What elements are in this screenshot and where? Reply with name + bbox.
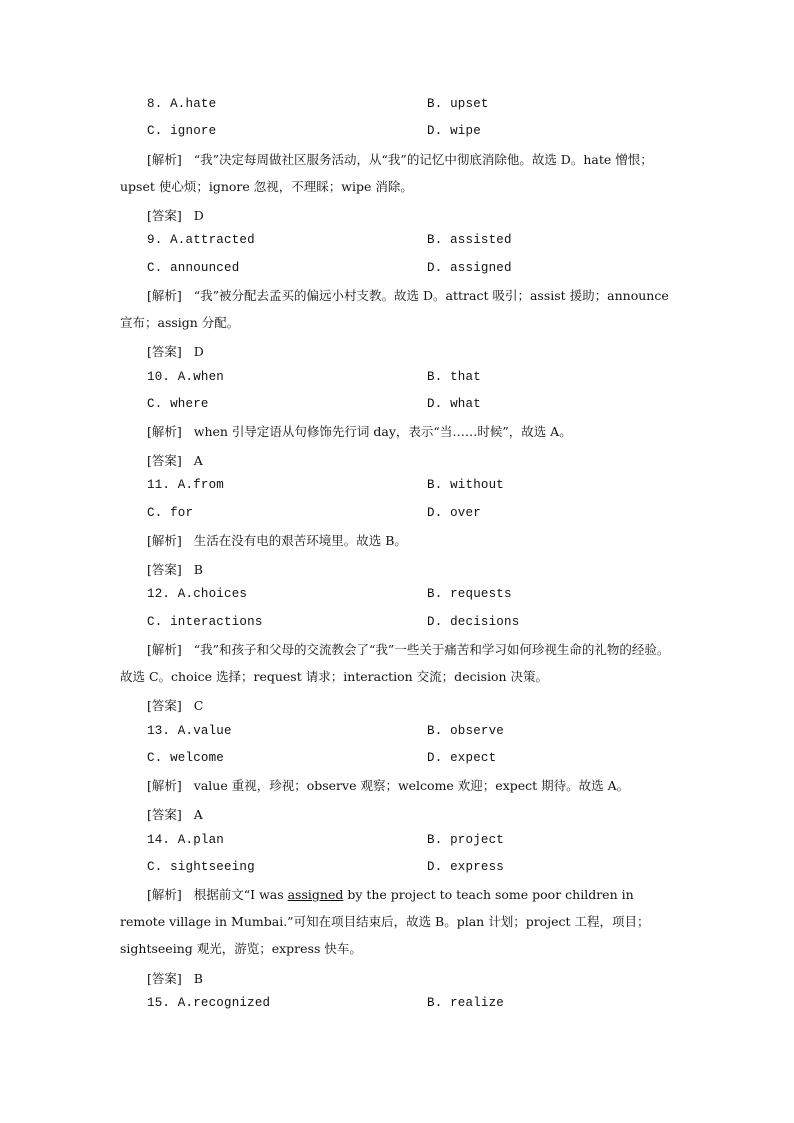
q14-option-b: B. project (427, 833, 505, 847)
q8-answer (147, 206, 204, 224)
q14-option-d: D. express (427, 860, 505, 874)
answer-tag: [答案] (147, 344, 182, 359)
analysis-tag: [解析] (147, 533, 182, 548)
q14-analysis-pre: 根据前文“I was (193, 887, 288, 902)
q14-analysis-underlined: assigned (287, 887, 344, 902)
analysis-tag: [解析] (147, 642, 182, 657)
q8-analysis (120, 146, 676, 200)
q13-option-a: 13. A.value (147, 724, 232, 738)
q12-option-b: B. requests (427, 587, 512, 601)
q12-option-a: 12. A.choices (147, 587, 248, 601)
answer-tag: [答案] (147, 562, 182, 577)
q12-answer-value: C (193, 698, 204, 713)
q10-answer (147, 451, 203, 469)
q9-answer-value: D (193, 344, 204, 359)
q15-option-a: 15. A.recognized (147, 996, 271, 1010)
q10-analysis-text: when 引导定语从句修饰先行词 day，表示“当……时候”，故选 A。 (193, 424, 572, 439)
q13-option-d: D. expect (427, 751, 497, 765)
answer-tag: [答案] (147, 807, 182, 822)
q9-answer (147, 342, 204, 360)
q9-analysis-text: “我”被分配去孟买的偏远小村支教。故选 D。attract 吸引；assist 援助；announce 宣布；assign 分配。 (120, 288, 669, 330)
q14-answer (147, 969, 203, 987)
q10-option-d: D. what (427, 397, 481, 411)
answer-tag: [答案] (147, 698, 182, 713)
q8-option-c: C. ignore (147, 124, 217, 138)
q14-analysis (120, 881, 676, 962)
q10-answer-value: A (193, 453, 203, 468)
q10-analysis (120, 418, 676, 445)
q11-analysis-text: 生活在没有电的艰苦环境里。故选 B。 (193, 533, 407, 548)
q14-analysis-post: by the project to teach some poor children in remote village in Mumbai.”可知在项目结束后，故选 B。plan 计划；project 工程，项目；sightseeing 观光，游览；express 快车。 (120, 887, 650, 956)
q11-option-b: B. without (427, 478, 505, 492)
analysis-tag: [解析] (147, 424, 182, 439)
q12-analysis (120, 636, 676, 690)
q9-option-c: C. announced (147, 261, 240, 275)
q11-option-d: D. over (427, 506, 481, 520)
analysis-tag: [解析] (147, 778, 182, 793)
q15-option-b: B. realize (427, 996, 505, 1010)
q14-option-a: 14. A.plan (147, 833, 225, 847)
q13-analysis-text: value 重视，珍视；observe 观察；welcome 欢迎；expect 期待。故选 A。 (193, 778, 630, 793)
q12-option-d: D. decisions (427, 615, 520, 629)
q9-option-b: B. assisted (427, 233, 512, 247)
q14-option-c: C. sightseeing (147, 860, 255, 874)
q8-analysis-text: “我”决定每周做社区服务活动，从“我”的记忆中彻底消除他。故选 D。hate 憎恨；upset 使心烦；ignore 忽视，不理睬；wipe 消除。 (120, 152, 653, 194)
answer-tag: [答案] (147, 208, 182, 223)
q11-answer-value: B (193, 562, 203, 577)
q13-option-b: B. observe (427, 724, 505, 738)
q12-option-c: C. interactions (147, 615, 263, 629)
q13-analysis (120, 772, 676, 799)
q11-analysis (120, 527, 676, 554)
analysis-tag: [解析] (147, 152, 182, 167)
q11-answer (147, 560, 203, 578)
answer-tag: [答案] (147, 453, 182, 468)
q12-answer (147, 696, 203, 714)
q13-answer-value: A (193, 807, 203, 822)
q14-answer-value: B (193, 971, 203, 986)
q10-option-b: B. that (427, 370, 481, 384)
answer-tag: [答案] (147, 971, 182, 986)
q13-option-c: C. welcome (147, 751, 225, 765)
analysis-tag: [解析] (147, 288, 182, 303)
q8-option-d: D. wipe (427, 124, 481, 138)
q9-analysis (120, 282, 676, 336)
q8-option-b: B. upset (427, 97, 489, 111)
q11-option-c: C. for (147, 506, 194, 520)
analysis-tag: [解析] (147, 887, 182, 902)
q9-option-d: D. assigned (427, 261, 512, 275)
q11-option-a: 11. A.from (147, 478, 225, 492)
q8-option-a: 8. A.hate (147, 97, 217, 111)
q10-option-a: 10. A.when (147, 370, 225, 384)
q13-answer (147, 805, 203, 823)
q10-option-c: C. where (147, 397, 209, 411)
q9-option-a: 9. A.attracted (147, 233, 255, 247)
q12-analysis-text: “我”和孩子和父母的交流教会了“我”一些关于痛苦和学习如何珍视生命的礼物的经验。故选 C。choice 选择；request 请求；interaction 交流；decision 决策。 (120, 642, 670, 684)
q8-answer-value: D (193, 208, 204, 223)
